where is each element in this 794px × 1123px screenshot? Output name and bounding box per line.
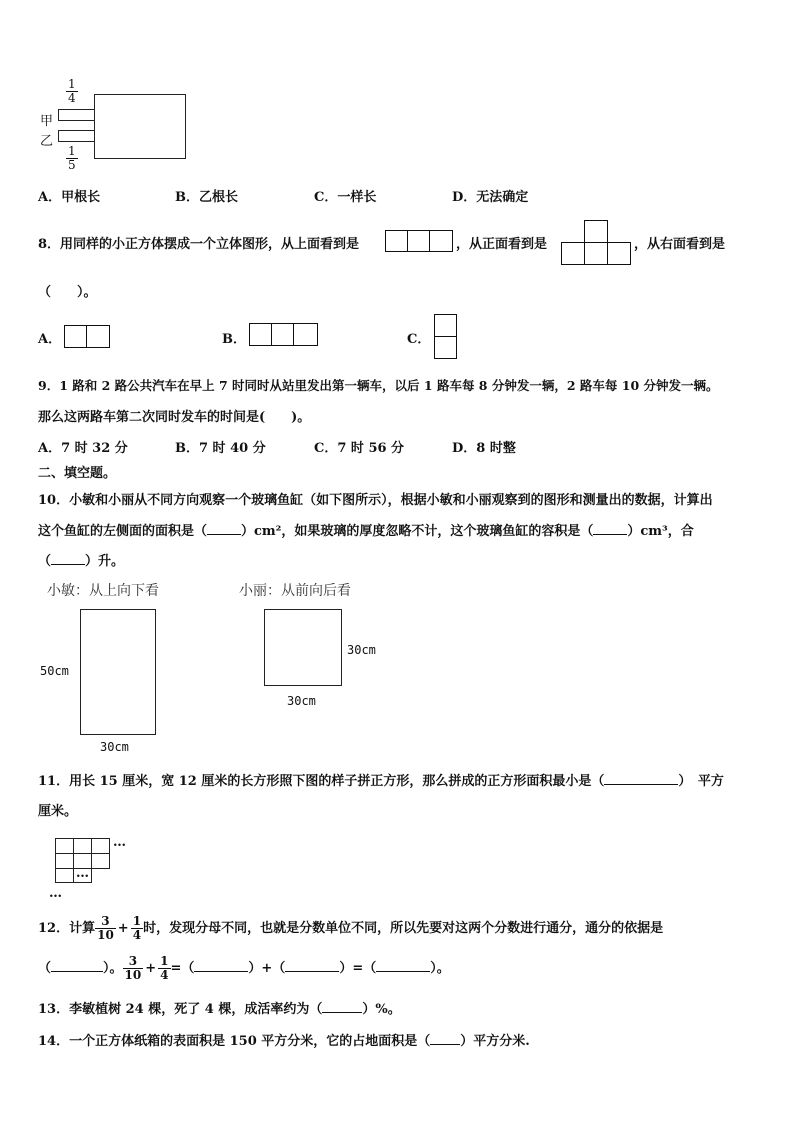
fraction-one-fifth: $\frac{1}{5}$	[68, 144, 76, 172]
q12-fraction-1-4-b: $\frac{1}{4}$	[160, 954, 169, 982]
q7-option-a[interactable]: A．甲根长	[38, 190, 101, 205]
q8-option-c-label[interactable]: C．	[407, 332, 431, 347]
section-heading-fill-in: 二、填空题。	[38, 466, 117, 481]
q10-figure-1-bottom-label: 30cm	[100, 740, 129, 754]
q12-line-1: 12．计算 $\frac{3}{10}$ + $\frac{1}{4}$ 时，发现分母不同，也就是分数单位不同，所以先要对这两个分数进行通分，通分的依据是	[38, 914, 664, 942]
q12-blank-3[interactable]	[376, 959, 430, 972]
q12-blank-basis[interactable]	[51, 959, 103, 972]
q13-line: 13．李敏植树 24 棵，死了 4 棵，成活率约为（ ）%。	[38, 1002, 401, 1017]
q9-option-c[interactable]: C．7 时 56 分	[314, 441, 405, 456]
q10-blank-area[interactable]	[207, 522, 241, 535]
q8-text-1: 8．用同样的小正方体摆成一个立体图形，从上面看到是	[38, 237, 360, 252]
q9-option-b[interactable]: B．7 时 40 分	[175, 441, 266, 456]
q10-figure-1-rect	[80, 609, 156, 735]
pool-rectangle	[94, 94, 186, 159]
q10-figure-1-title: 小敏：从上向下看	[47, 583, 159, 599]
label-yi: 乙	[40, 134, 54, 149]
fraction-one-quarter: $\frac{1}{4}$	[68, 77, 76, 105]
q8-option-b-label[interactable]: B．	[222, 332, 246, 347]
stick-jia	[58, 109, 95, 121]
q11-blank-area[interactable]	[604, 772, 678, 785]
q10-line-1: 10．小敏和小丽从不同方向观察一个玻璃鱼缸（如下图所示），根据小敏和小丽观察到的图形和测量出的数据，计算出	[38, 493, 713, 508]
q14-line: 14．一个正方体纸箱的表面积是 150 平方分米，它的占地面积是（ ）平方分米.	[38, 1034, 530, 1049]
q10-figure-2-side-label: 30cm	[347, 643, 376, 657]
q9-option-a[interactable]: A．7 时 32 分	[38, 441, 128, 456]
q8-text-2: ，从正面看到是	[456, 237, 548, 252]
q10-figure-2-rect	[264, 609, 342, 686]
q7-option-d[interactable]: D．无法确定	[452, 190, 529, 205]
q9-line-1: 9．1 路和 2 路公共汽车在早上 7 时同时从站里发出第一辆车，以后 1 路车每 8 分钟发一辆，2 路车每 10 分钟发一辆。	[38, 378, 719, 393]
q12-blank-2[interactable]	[285, 959, 339, 972]
q11-dots-bottom: …	[49, 886, 62, 901]
q12-fraction-1-4: $\frac{1}{4}$	[132, 914, 142, 942]
q10-figure-2-bottom-label: 30cm	[287, 694, 316, 708]
q11-line-2: 厘米。	[38, 804, 78, 819]
q12-fraction-3-10-b: $\frac{3}{10}$	[124, 954, 142, 982]
q12-line-2: （ ）。 $\frac{3}{10}$ + $\frac{1}{4}$ =（ ）+（ ）=（ ）。	[38, 954, 450, 982]
q8-text-3: ，从右面看到是	[634, 237, 726, 252]
q10-figure-1-side-label: 50cm	[40, 664, 69, 678]
q13-blank[interactable]	[322, 1000, 362, 1013]
q10-blank-liters[interactable]	[51, 552, 85, 565]
q10-figure-2-title: 小丽：从前向后看	[239, 583, 351, 599]
q12-blank-1[interactable]	[194, 959, 248, 972]
q10-blank-volume[interactable]	[593, 522, 627, 535]
q9-line-2: 那么这两路车第二次同时发车的时间是( )。	[38, 410, 311, 425]
q12-fraction-3-10: $\frac{3}{10}$	[97, 914, 114, 942]
q8-answer-paren: （ ）。	[38, 285, 97, 300]
q7-option-b[interactable]: B．乙根长	[175, 190, 238, 205]
q7-option-c[interactable]: C．一样长	[314, 190, 377, 205]
label-jia: 甲	[40, 114, 54, 129]
q11-line-1: 11．用长 15 厘米，宽 12 厘米的长方形照下图的样子拼正方形，那么拼成的正方形面积最小是（ ） 平方	[38, 774, 724, 789]
q10-line-3: （ ）升。	[38, 554, 125, 569]
q11-dots-right: …	[113, 835, 126, 850]
stick-yi	[58, 130, 95, 142]
q10-line-2: 这个鱼缸的左侧面的面积是（ ）cm²，如果玻璃的厚度忽略不计，这个玻璃鱼缸的容积是（ ）cm³，合	[38, 524, 694, 539]
q8-option-a-label[interactable]: A．	[38, 332, 62, 347]
q11-dots-middle: …	[76, 866, 89, 881]
q9-option-d[interactable]: D．8 时整	[452, 441, 516, 456]
q14-blank[interactable]	[430, 1032, 460, 1045]
